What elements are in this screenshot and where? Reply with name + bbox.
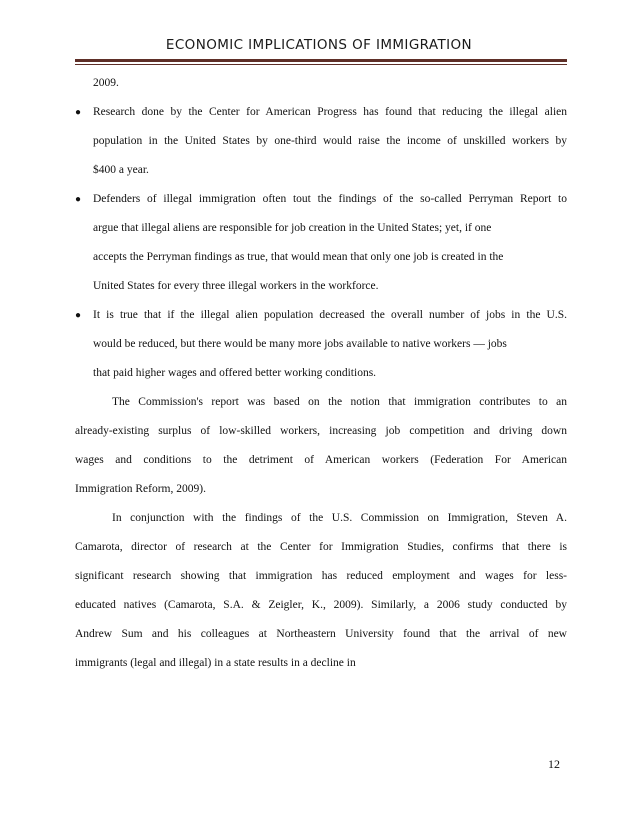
bullet-line [75,185,567,214]
bullet-item [75,98,567,185]
paragraph-line: already-existing surplus of low-skilled workers, increasing job competition and driving down [75,425,567,437]
bullet-line: accepts the Perryman findings as true, that would mean that only one job is created in the [93,251,504,263]
bullet-icon: ● [75,194,82,205]
bullet-line: argue that illegal aliens are responsible for job creation in the United States; yet, if one [93,222,492,234]
paragraph-line: The Commission's report was based on the notion that immigration contributes to an [112,396,567,408]
bullet-line [75,301,567,330]
bullet-item [75,185,567,301]
bullet-item [75,301,567,388]
bullet-icon: ● [75,107,82,118]
bullet-line: would be reduced, but there would be many more jobs available to native workers — jobs [93,338,507,350]
continuation-text: 2009. [93,77,119,89]
bullet-line [75,98,567,127]
paragraph-line: In conjunction with the findings of the U.S. Commission on Immigration, Steven A. [112,512,567,524]
paragraph-line: Immigration Reform, 2009). [75,483,206,495]
bullet-line: United States for every three illegal workers in the workforce. [93,280,379,292]
bullet-line: population in the United States by one-third would raise the income of unskilled workers by [93,135,567,147]
paragraph-line: Andrew Sum and his colleagues at Northeastern University found that the arrival of new [75,628,567,640]
bullet-text: Defenders of illegal immigration often tout the findings of the so-called Perryman Report to [93,193,567,205]
paragraph-line: immigrants (legal and illegal) in a state results in a decline in [75,657,356,669]
bullet-icon: ● [75,310,82,321]
document-body [75,69,567,678]
paragraph-line: Camarota, director of research at the Center for Immigration Studies, confirms that there is [75,541,567,553]
paragraph-line: significant research showing that immigration has reduced employment and wages for less- [75,570,567,582]
header-rule-thin [75,64,567,65]
paragraph [75,504,567,678]
bullet-line: $400 a year. [93,164,149,176]
paragraph [75,388,567,504]
bullet-text: It is true that if the illegal alien population decreased the overall number of jobs in the U.S. [93,309,567,321]
paragraph-line: educated natives (Camarota, S.A. & Zeigler, K., 2009). Similarly, a 2006 study conducted by [75,599,567,611]
header-rule-thick [75,59,567,62]
page-number: 12 [548,757,560,771]
page-header-title: ECONOMIC IMPLICATIONS OF IMMIGRATION [165,37,473,53]
bullet-line: that paid higher wages and offered better working conditions. [93,367,377,379]
paragraph-line: wages and conditions to the detriment of American workers (Federation For American [75,454,567,466]
bullet-text: Research done by the Center for American Progress has found that reducing the illegal alien [93,106,567,118]
